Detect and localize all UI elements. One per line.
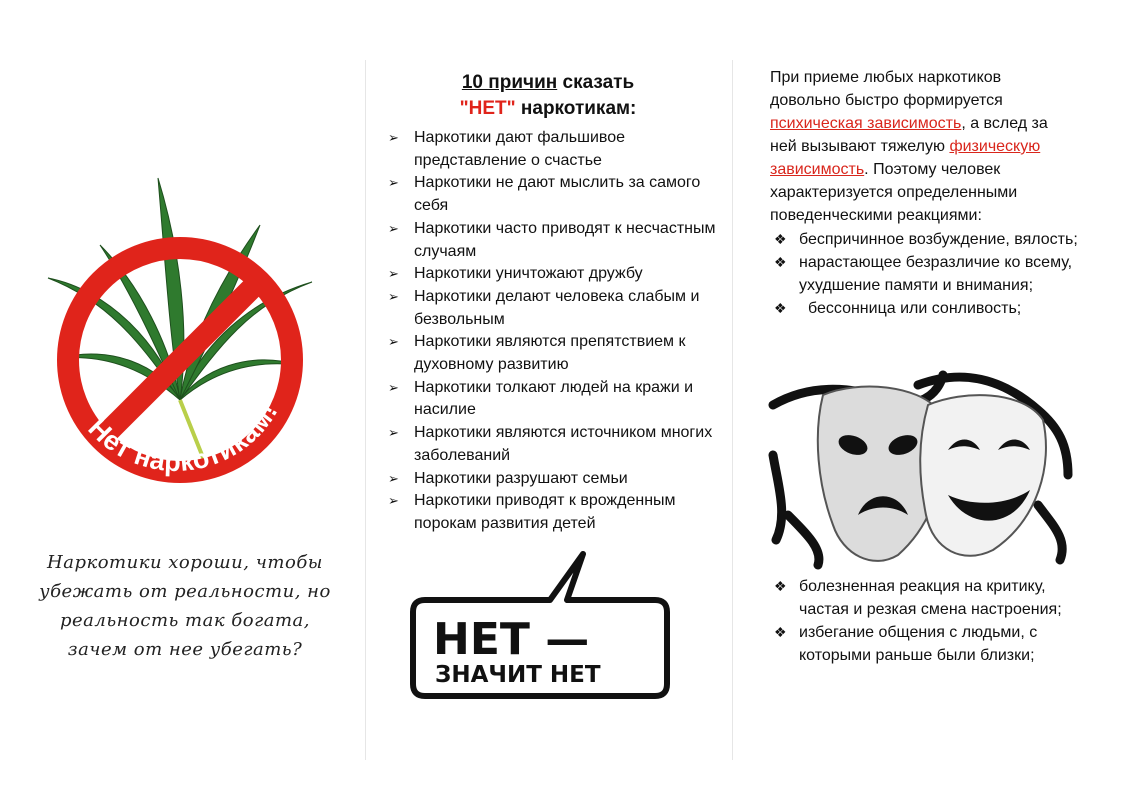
bubble-line-2: ЗНАЧИТ НЕТ (435, 662, 601, 688)
list-item (388, 490, 718, 535)
list-item (388, 263, 718, 286)
list-item (388, 172, 718, 217)
symptom-text: избегание общения с людьми, с которыми раньше были близки; (799, 624, 1038, 664)
diamond-bullet-icon: ❖ (774, 254, 787, 270)
diamond-bullet-icon: ❖ (774, 231, 787, 247)
diamond-bullet-icon: ❖ (774, 300, 787, 316)
diamond-bullet-icon: ❖ (774, 578, 787, 594)
list-item (388, 127, 718, 172)
reasons-title (368, 70, 728, 122)
arrow-bullet-icon: ➢ (388, 493, 399, 509)
list-item (388, 377, 718, 422)
list-item (388, 422, 718, 467)
reason-text: Наркотики являются источником многих заболеваний (414, 424, 713, 464)
list-item (388, 286, 718, 331)
list-item (772, 575, 1092, 621)
reason-text: Наркотики приводят к врожденным порокам развития детей (414, 492, 676, 532)
list-item (772, 297, 1092, 320)
intro-text: , а вслед за ней вызывают тяжелую (770, 115, 1048, 155)
reason-text: Наркотики не дают мыслить за самого себя (414, 174, 701, 215)
symptom-text: нарастающее безразличие ко всему, ухудшение памяти и внимания; (799, 254, 1073, 294)
arrow-bullet-icon: ➢ (388, 470, 399, 486)
symptoms-list-1 (772, 228, 1092, 320)
column-divider-left (365, 60, 366, 760)
reason-text: Наркотики толкают людей на кражи и насилие (414, 378, 694, 419)
title-ten-reasons: 10 причин (461, 72, 558, 93)
no-drugs-sign-icon (30, 170, 330, 490)
intro-paragraph (770, 66, 1070, 227)
reasons-list (388, 127, 718, 536)
reason-text: Наркотики уничтожают дружбу (414, 265, 643, 283)
symptom-text: беспричинное возбуждение, вялость; (799, 231, 1078, 248)
reason-text: Наркотики часто приводят к несчастным случаям (414, 219, 716, 260)
happy-mask-icon (920, 395, 1046, 556)
reason-text: Наркотики разрушают семьи (414, 469, 628, 487)
quote-line: Наркотики хороши, чтобы (47, 552, 323, 573)
title-say: сказать (557, 72, 635, 93)
symptom-text: болезненная реакция на критику, частая и резкая смена настроения; (799, 578, 1062, 618)
quote-line: реальность так богата, (60, 610, 310, 631)
quote-line: зачем от нее убегать? (67, 639, 303, 660)
symptom-text: бессонница или сонливость; (808, 300, 1022, 317)
reason-text: Наркотики являются препятствием к духовному развитию (414, 333, 686, 374)
speech-bubble (405, 548, 675, 703)
column-divider-right (732, 60, 733, 760)
list-item (772, 228, 1092, 251)
list-item (772, 251, 1092, 297)
quote-line: убежать от реальности, но (39, 581, 331, 602)
intro-text: . Поэтому человек характеризуется определенными поведенческими реакциями: (770, 161, 1018, 224)
physical-dependence-link[interactable]: физическую зависимость (770, 138, 1041, 178)
list-item (772, 621, 1092, 667)
arrow-bullet-icon: ➢ (388, 425, 399, 441)
arrow-bullet-icon: ➢ (388, 220, 399, 236)
quote (20, 548, 350, 664)
psychological-dependence-link[interactable]: психическая зависимость (770, 115, 962, 132)
list-item (388, 331, 718, 376)
arrow-bullet-icon: ➢ (388, 379, 399, 395)
theatre-masks-icon (768, 365, 1076, 570)
sign-text: Нет наркотикам! (82, 397, 284, 478)
arrow-bullet-icon: ➢ (388, 266, 399, 282)
arrow-bullet-icon: ➢ (388, 130, 399, 145)
bubble-line-1: НЕТ — (433, 614, 590, 665)
arrow-bullet-icon: ➢ (388, 288, 399, 304)
list-item (388, 468, 718, 491)
list-item (388, 218, 718, 263)
reason-text: Наркотики делают человека слабым и безвольным (414, 287, 700, 328)
symptoms-list-2 (772, 575, 1092, 667)
title-no: "НЕТ" (459, 98, 516, 119)
diamond-bullet-icon: ❖ (774, 624, 787, 640)
reason-text: Наркотики дают фальшивое представление о счастье (414, 129, 626, 169)
arrow-bullet-icon: ➢ (388, 175, 399, 191)
intro-text: При приеме любых наркотиков довольно быстро формируется (770, 69, 1003, 109)
title-to-drugs: наркотикам: (515, 98, 637, 119)
arrow-bullet-icon: ➢ (388, 334, 399, 350)
